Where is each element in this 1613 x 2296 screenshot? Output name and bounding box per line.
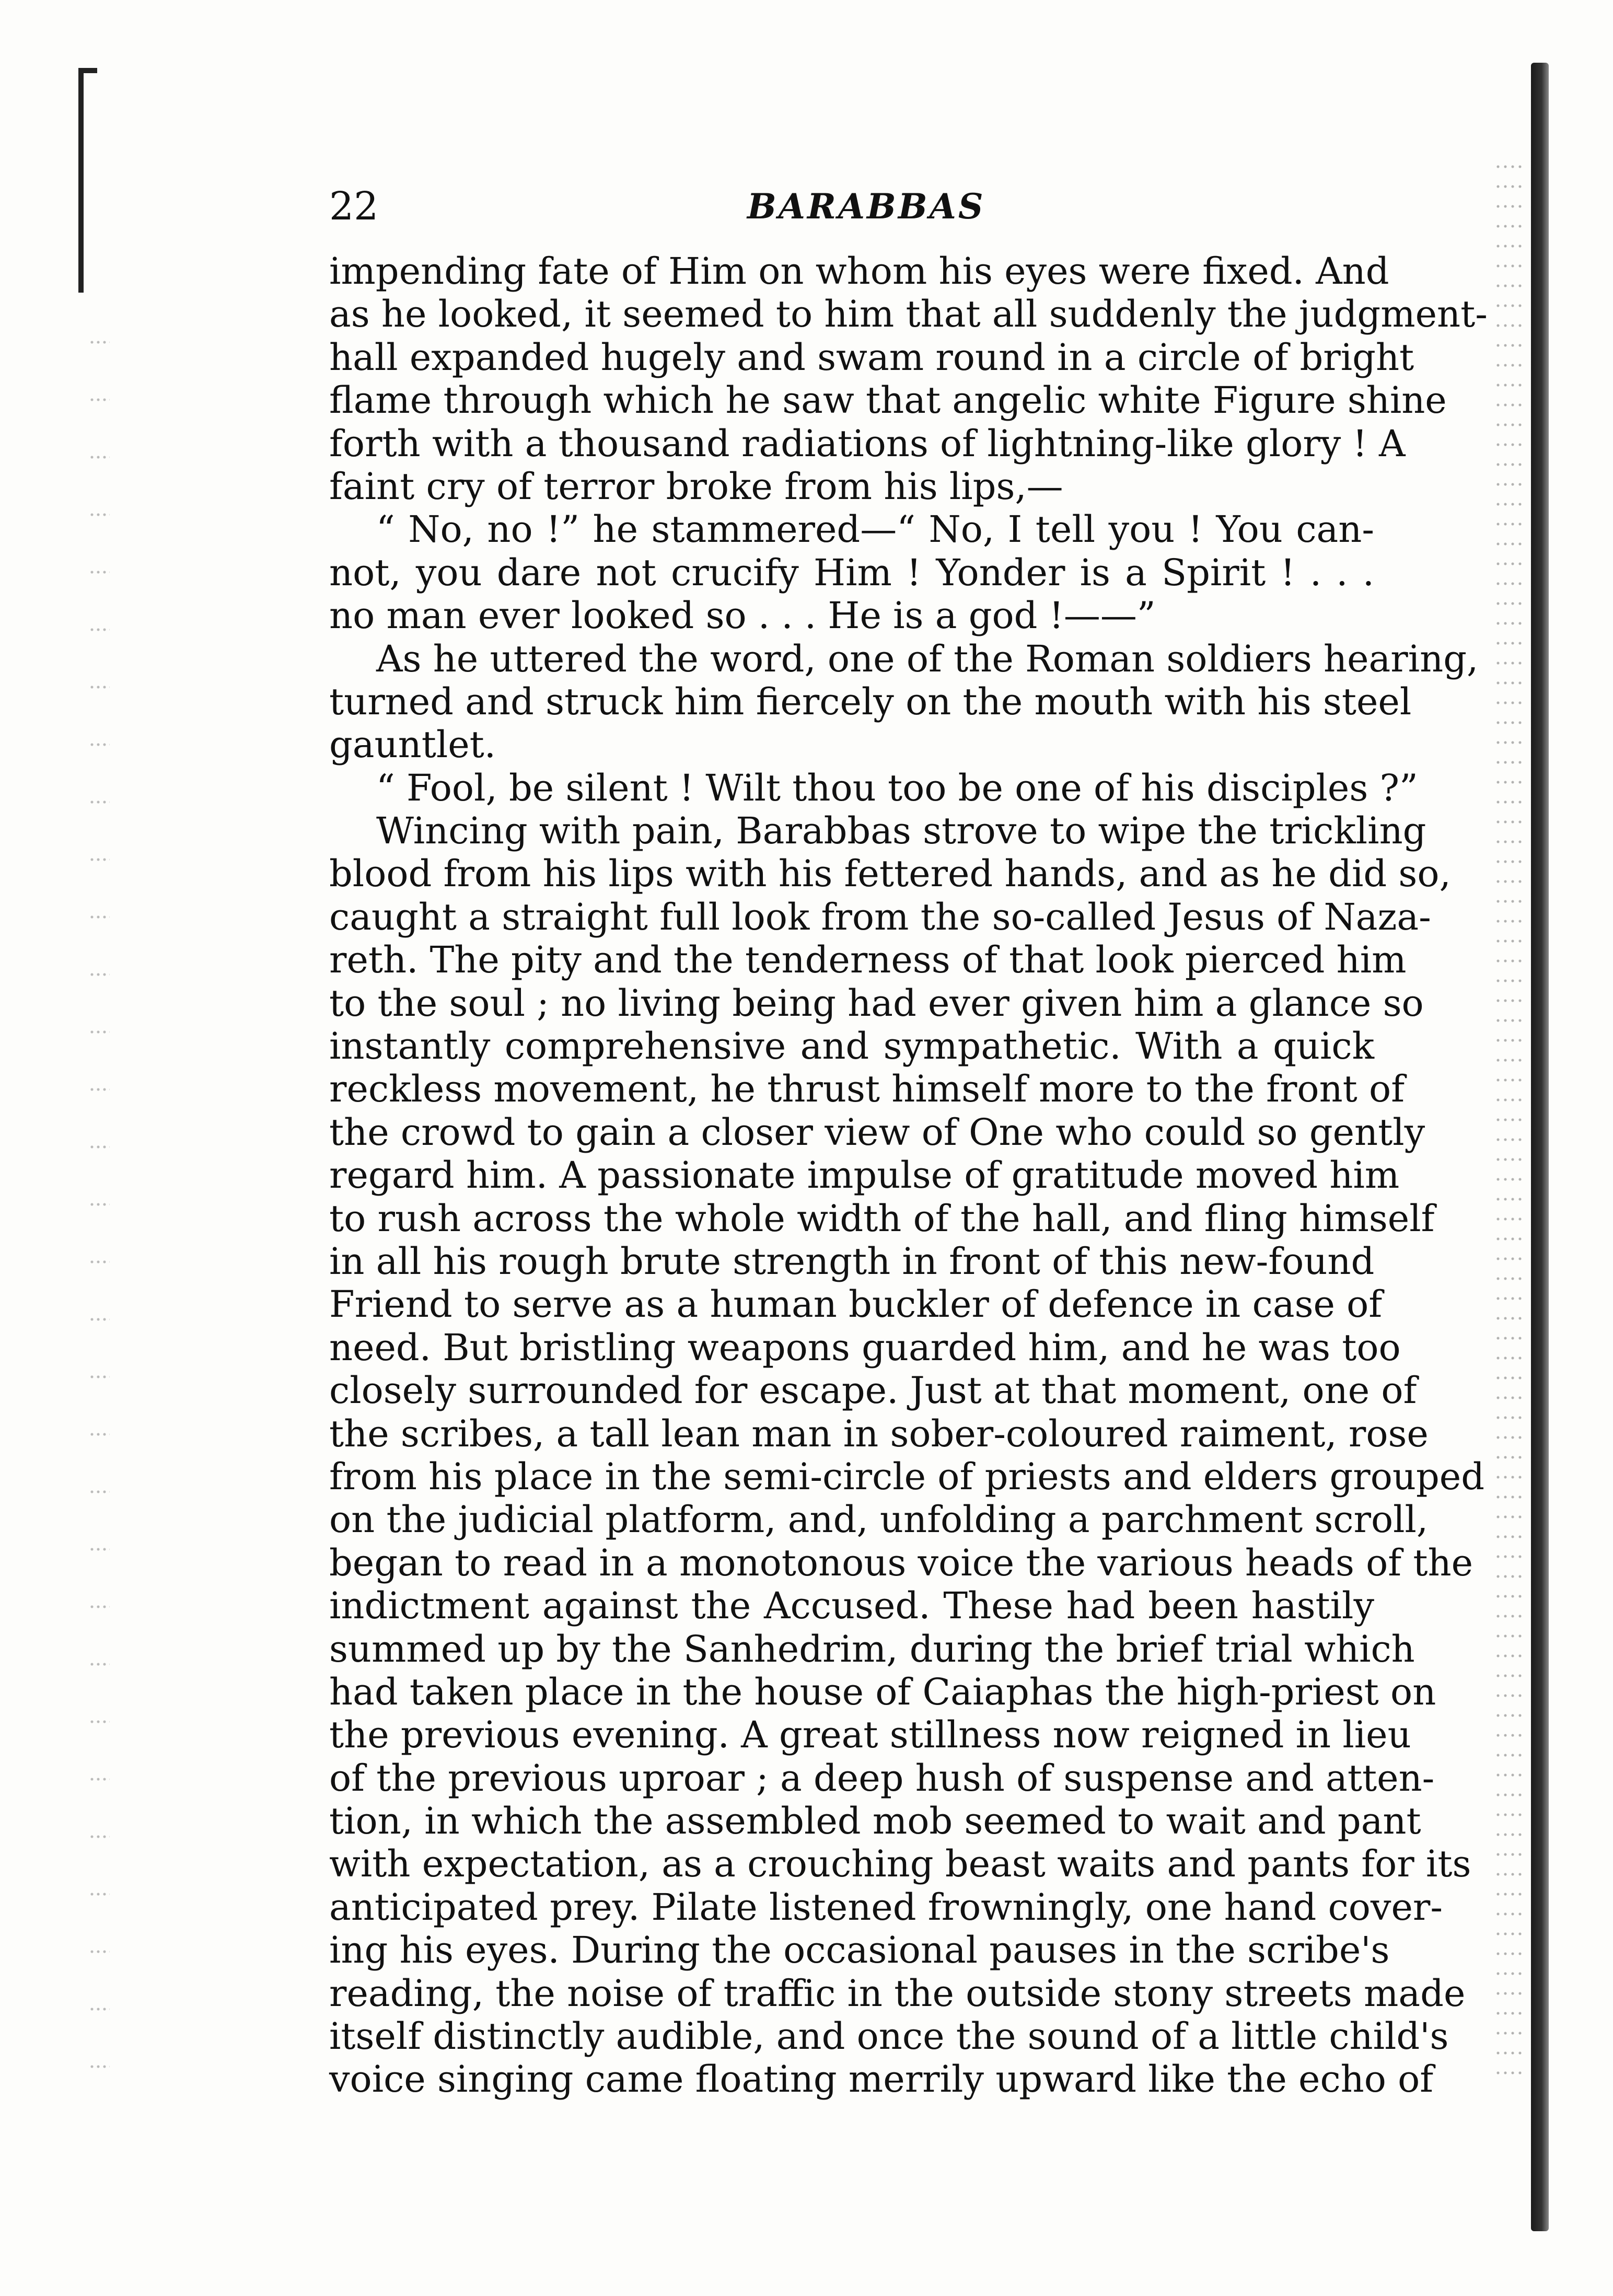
scan-edge-mark	[78, 68, 97, 293]
scan-binding-specks	[1494, 157, 1526, 2090]
text-line: to rush across the whole width of the hall, and fling himself	[329, 1197, 1435, 1240]
text-line: turned and struck him fiercely on the mouth with his steel	[329, 680, 1412, 723]
text-line: “ No, no !” he stammered—“ No, I tell you ! You can-	[376, 508, 1374, 551]
scan-margin-specks	[89, 314, 110, 2090]
text-line: instantly comprehensive and sympathetic. With a quick	[329, 1025, 1374, 1068]
text-line: anticipated prey. Pilate listened frowningly, one hand cover-	[329, 1885, 1443, 1929]
text-line: voice singing came floating merrily upward like the echo of	[329, 2058, 1434, 2101]
text-line: ing his eyes. During the occasional pauses in the scribe's	[329, 1929, 1390, 1972]
text-line: from his place in the semi-circle of priests and elders grouped	[329, 1455, 1485, 1498]
running-title: BARABBAS	[747, 186, 985, 227]
text-line: gauntlet.	[329, 723, 496, 767]
text-line: As he uttered the word, one of the Roman soldiers hearing,	[376, 637, 1479, 680]
text-line: on the judicial platform, and, unfolding a parchment scroll,	[329, 1498, 1429, 1541]
text-line: “ Fool, be silent ! Wilt thou too be one of his disciples ?”	[376, 766, 1418, 809]
text-line: tion, in which the assembled mob seemed to wait and pant	[329, 1800, 1421, 1843]
text-line: forth with a thousand radiations of lightning-like glory ! A	[329, 422, 1406, 465]
text-line: Friend to serve as a human buckler of defence in case of	[329, 1283, 1383, 1326]
text-line: reth. The pity and the tenderness of that look pierced him	[329, 938, 1407, 982]
text-line: had taken place in the house of Caiaphas the high-priest on	[329, 1670, 1436, 1713]
text-line: need. But bristling weapons guarded him, and he was too	[329, 1326, 1401, 1369]
page-header	[329, 178, 1395, 235]
text-line: reading, the noise of traffic in the outside stony streets made	[329, 1972, 1466, 2015]
text-line: Wincing with pain, Barabbas strove to wipe the trickling	[376, 809, 1426, 853]
text-line: to the soul ; no living being had ever given him a glance so	[329, 981, 1424, 1025]
page-number: 22	[329, 184, 379, 229]
text-line: of the previous uproar ; a deep hush of suspense and atten-	[329, 1756, 1435, 1800]
text-line: flame through which he saw that angelic white Figure shine	[329, 379, 1447, 422]
text-line: not, you dare not crucify Him ! Yonder is a Spirit ! . . .	[329, 551, 1374, 594]
text-line: began to read in a monotonous voice the various heads of the	[329, 1541, 1473, 1584]
text-line: in all his rough brute strength in front of this new-found	[329, 1239, 1375, 1283]
text-line: the scribes, a tall lean man in sober-coloured raiment, rose	[329, 1412, 1429, 1455]
text-line: impending fate of Him on whom his eyes were fixed. And	[329, 250, 1389, 293]
text-line: no man ever looked so . . . He is a god !——”	[329, 594, 1156, 637]
text-line: caught a straight full look from the so-called Jesus of Naza-	[329, 895, 1431, 938]
text-line: with expectation, as a crouching beast waits and pants for its	[329, 1842, 1471, 1886]
text-line: reckless movement, he thrust himself more to the front of	[329, 1068, 1405, 1111]
text-line: regard him. A passionate impulse of gratitude moved him	[329, 1154, 1400, 1197]
text-line: indictment against the Accused. These had been hastily	[329, 1584, 1374, 1628]
scan-binding-edge	[1531, 63, 1549, 2231]
text-line: the previous evening. A great stillness now reigned in lieu	[329, 1713, 1411, 1757]
text-line: summed up by the Sanhedrim, during the brief trial which	[329, 1627, 1415, 1671]
body-text	[329, 250, 1488, 2101]
text-line: the crowd to gain a closer view of One who could so gently	[329, 1110, 1425, 1154]
text-line: as he looked, it seemed to him that all suddenly the judgment-	[329, 293, 1488, 336]
text-line: hall expanded hugely and swam round in a circle of bright	[329, 335, 1414, 379]
text-line: closely surrounded for escape. Just at that moment, one of	[329, 1369, 1417, 1412]
text-line: blood from his lips with his fettered hands, and as he did so,	[329, 852, 1451, 896]
text-line: faint cry of terror broke from his lips,—	[329, 465, 1063, 508]
text-line: itself distinctly audible, and once the sound of a little child's	[329, 2015, 1449, 2058]
